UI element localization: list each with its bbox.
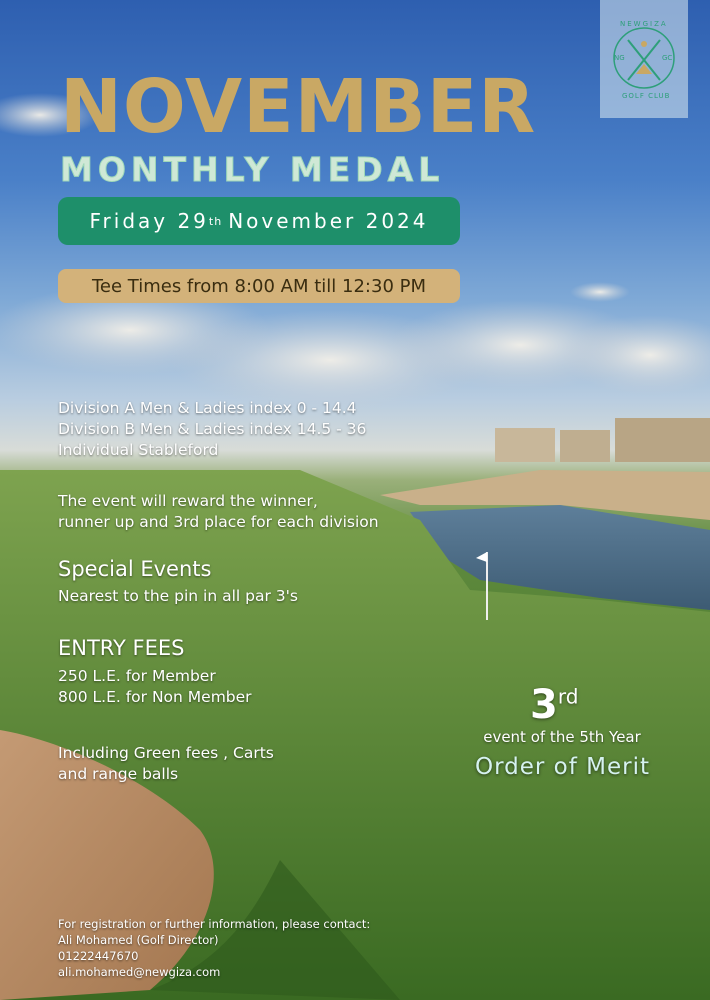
merit-event-number: 3rd [530,682,579,728]
contact-phone: 01222447670 [58,949,139,963]
logo-right-initials: GC [662,54,673,62]
cloud [570,282,630,302]
building [615,418,710,462]
merit-line: event of the 5th Year [483,728,641,746]
special-events-text: Nearest to the pin in all par 3's [58,587,298,605]
reward-line: The event will reward the winner, [58,492,318,510]
includes-block [58,743,274,785]
date-suffix: November 2024 [228,209,429,233]
contact-name: Ali Mohamed (Golf Director) [58,933,219,947]
special-events-heading: Special Events [58,557,212,581]
logo-bottom-text: GOLF CLUB [622,92,671,100]
division-line: Division A Men & Ladies index 0 - 14.4 [58,399,357,417]
division-line: Division B Men & Ladies index 14.5 - 36 [58,420,367,438]
divisions-block [58,398,366,461]
format-line: Individual Stableford [58,441,219,459]
building [495,428,555,462]
merit-ordinal: rd [557,684,579,709]
month-title: NOVEMBER [60,64,537,150]
fee-line: 250 L.E. for Member [58,667,216,685]
contact-intro: For registration or further information, please contact: [58,917,371,931]
includes-line: and range balls [58,765,179,783]
reward-block [58,491,379,533]
entry-fees-heading: ENTRY FEES [58,636,185,660]
building [560,430,610,462]
reward-line: runner up and 3rd place for each division [58,513,379,531]
contact-footer [58,916,370,980]
tee-times-badge: Tee Times from 8:00 AM till 12:30 PM [58,269,460,303]
merit-title: Order of Merit [474,754,650,780]
logo-left-initials: NG [614,54,625,62]
date-ordinal: th [208,214,223,228]
entry-fees-list [58,666,252,708]
club-logo [600,0,688,118]
event-subtitle: MONTHLY MEDAL [60,150,445,189]
includes-line: Including Green fees , Carts [58,744,274,762]
date-prefix: Friday 29 [89,209,209,233]
fee-line: 800 L.E. for Non Member [58,688,252,706]
contact-email: ali.mohamed@newgiza.com [58,965,221,979]
logo-top-text: NEWGIZA [620,20,668,28]
date-badge [58,197,460,245]
